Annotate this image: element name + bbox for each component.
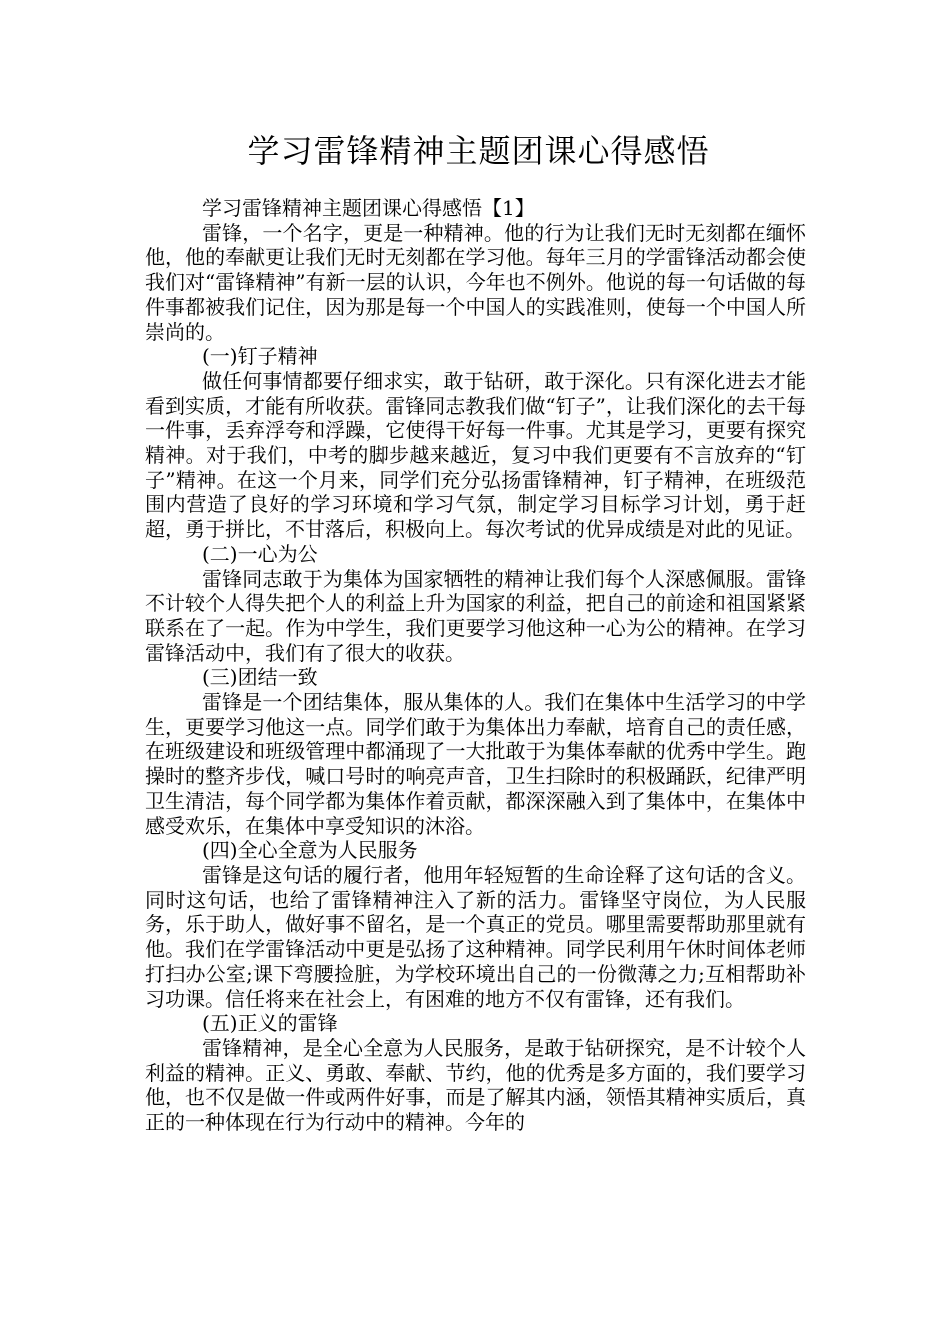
document-title: 学习雷锋精神主题团课心得感悟 — [247, 132, 710, 170]
section-paragraph-4: 雷锋是这句话的履行者，他用年轻短暂的生命诠释了这句话的含义。同时这句话，也给了雷锋精神注入了新的活力。雷锋坚守岗位，为人民服务，乐于助人，做好事不留名，是一个真正的党员。哪里需要帮助那里就有他。我们在学雷锋活动中更是弘扬了这种精神。同学民利用午休时间体老师打扫办公室;课下弯腰捡脏，为学校环境出自己的一份微薄之力;互相帮助补习功课。信任将来在社会上，有困难的地方不仅有雷锋，还有我们。 — [145, 862, 806, 1011]
section-heading-3: (三)团结一致 — [202, 665, 318, 690]
document-body — [145, 196, 806, 1135]
section-paragraph-2: 雷锋同志敢于为集体为国家牺牲的精神让我们每个人深感佩服。雷锋不计较个人得失把个人的利益上升为国家的利益，把自己的前途和祖国紧紧联系在了一起。作为中学生，我们更要学习他这种一心为公的精神。在学习雷锋活动中，我们有了很大的收获。 — [145, 566, 806, 665]
section-paragraph-5: 雷锋精神，是全心全意为人民服务，是敢于钻研探究，是不计较个人利益的精神。正义、勇敢、奉献、节约，他的优秀是多方面的，我们要学习他，也不仅是做一件或两件好事，而是了解其内涵，领悟其精神实质后，真正的一种体现在行为行动中的精神。今年的 — [145, 1035, 806, 1135]
section-paragraph-1: 做任何事情都要仔细求实，敢于钻研，敢于深化。只有深化进去才能看到实质，才能有所收获。雷锋同志教我们做“钉子”，让我们深化的去干每一件事，丢弃浮夸和浮躁，它使得干好每一件事。尤其是学习，更要有探究精神。对于我们，中考的脚步越来越近，复习中我们更要有不言放弃的“钉子”精神。在这一个月来，同学们充分弘扬雷锋精神，钉子精神，在班级范围内营造了良好的学习环境和学习气氛，制定学习目标学习计划，勇于赶超，勇于拼比，不甘落后，积极向上。每次考试的优异成绩是对此的见证。 — [145, 368, 806, 542]
section-heading-4: (四)全心全意为人民服务 — [202, 838, 418, 863]
document-page — [145, 128, 806, 1135]
section-heading-5: (五)正义的雷锋 — [202, 1011, 338, 1036]
article-subtitle: 学习雷锋精神主题团课心得感悟【1】 — [202, 196, 535, 220]
intro-paragraph: 雷锋，一个名字，更是一种精神。他的行为让我们无时无刻都在缅怀他，他的奉献更让我们无时无刻都在学习他。每年三月的学雷锋活动都会使我们对“雷锋精神”有新一层的认识，今年也不例外。他说的每一句话做的每件事都被我们记住，因为那是每一个中国人的实践准则，使每一个中国人所崇尚的。 — [145, 220, 806, 344]
section-heading-2: (二)一心为公 — [202, 541, 318, 566]
section-paragraph-3: 雷锋是一个团结集体，服从集体的人。我们在集体中生活学习的中学生，更要学习他这一点。同学们敢于为集体出力奉献，培育自己的责任感，在班级建设和班级管理中都涌现了一大批敢于为集体奉献的优秀中学生。跑操时的整齐步伐，喊口号时的响亮声音，卫生扫除时的积极踊跃，纪律严明卫生清洁，每个同学都为集体作着贡献，都深深融入到了集体中，在集体中感受欢乐，在集体中享受知识的沐浴。 — [145, 690, 806, 838]
section-heading-1: (一)钉子精神 — [202, 344, 318, 369]
